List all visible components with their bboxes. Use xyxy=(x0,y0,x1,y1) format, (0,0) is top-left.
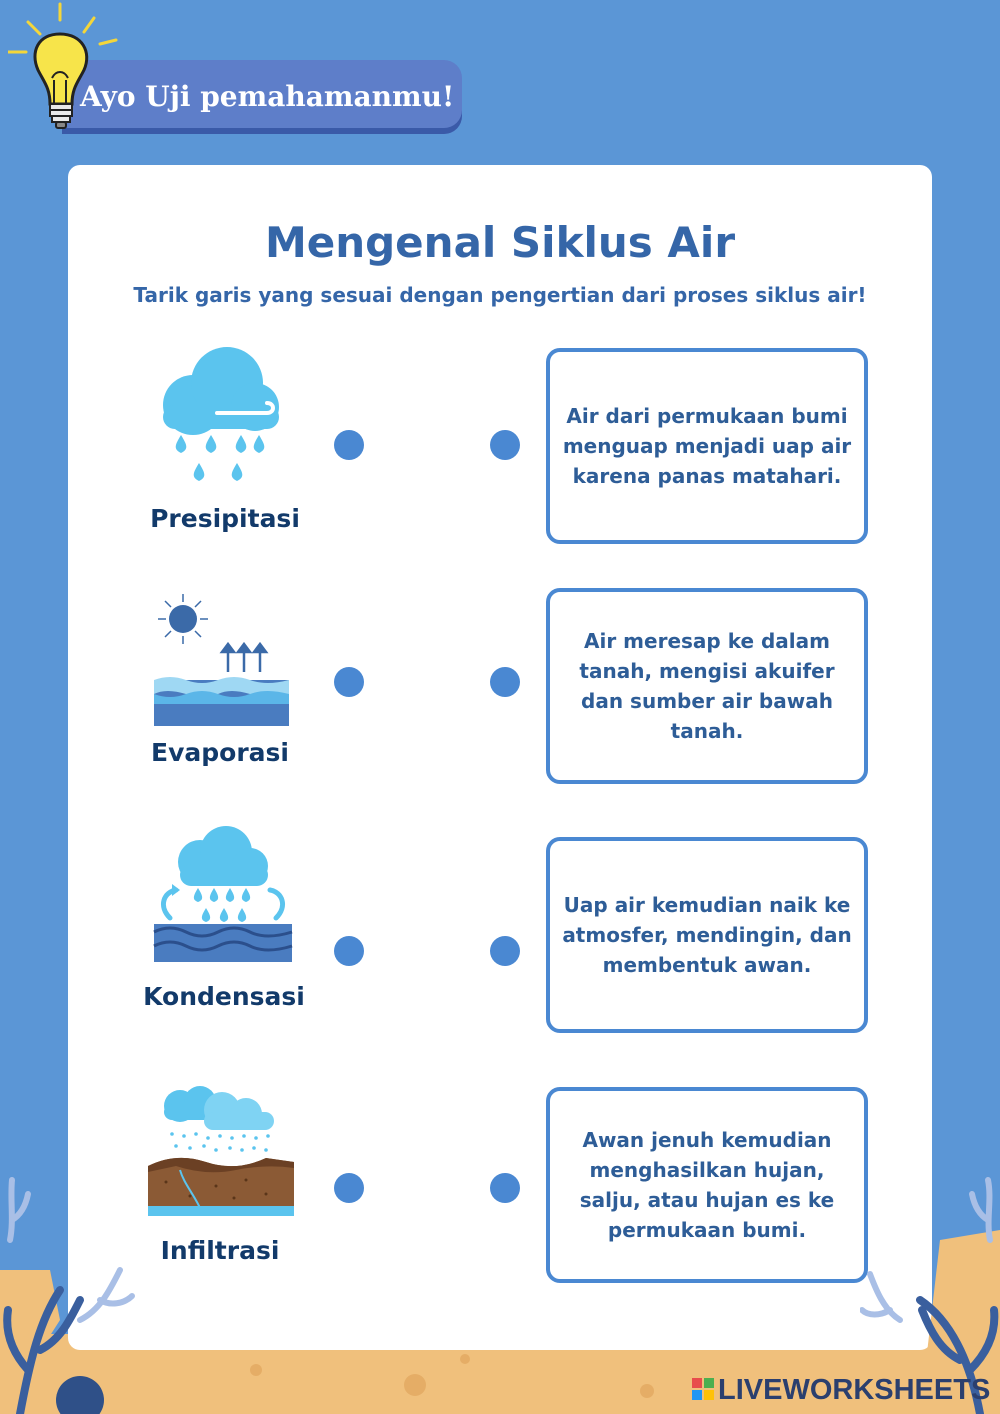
term-label: Evaporasi xyxy=(151,738,289,767)
coral-left-decoration xyxy=(0,1120,140,1414)
instruction-text: Tarik garis yang sesuai dengan pengertian dari proses siklus air! xyxy=(133,283,867,307)
brand-name: LIVEWORKSHEETS xyxy=(718,1374,991,1406)
definition-box: Uap air kemudian naik ke atmosfer, mendingin, dan membentuk awan. xyxy=(546,837,868,1033)
page-title: Mengenal Siklus Air xyxy=(264,218,736,267)
condensation-icon xyxy=(150,826,295,966)
term-dot[interactable] xyxy=(334,1173,364,1203)
rain-cloud-icon xyxy=(155,345,285,490)
header-title: Ayo Uji pemahamanmu! xyxy=(80,80,455,113)
evaporation-icon xyxy=(150,594,295,729)
liveworksheets-logo-icon xyxy=(692,1378,714,1402)
lightbulb-icon xyxy=(8,0,128,140)
coral-right-decoration xyxy=(860,1120,1000,1414)
definition-box: Awan jenuh kemudian menghasilkan hujan, salju, atau hujan es ke permukaan bumi. xyxy=(546,1087,868,1283)
definition-box: Air dari permukaan bumi menguap menjadi uap air karena panas matahari. xyxy=(546,348,868,544)
term-dot[interactable] xyxy=(334,936,364,966)
definition-dot[interactable] xyxy=(490,1173,520,1203)
term-dot[interactable] xyxy=(334,667,364,697)
infiltration-icon xyxy=(146,1086,296,1221)
definition-box: Air meresap ke dalam tanah, mengisi akuifer dan sumber air bawah tanah. xyxy=(546,588,868,784)
definition-dot[interactable] xyxy=(490,936,520,966)
term-label: Infiltrasi xyxy=(160,1236,280,1265)
term-label: Kondensasi xyxy=(143,982,305,1011)
term-label: Presipitasi xyxy=(150,504,300,533)
definition-dot[interactable] xyxy=(490,667,520,697)
definition-dot[interactable] xyxy=(490,430,520,460)
term-dot[interactable] xyxy=(334,430,364,460)
